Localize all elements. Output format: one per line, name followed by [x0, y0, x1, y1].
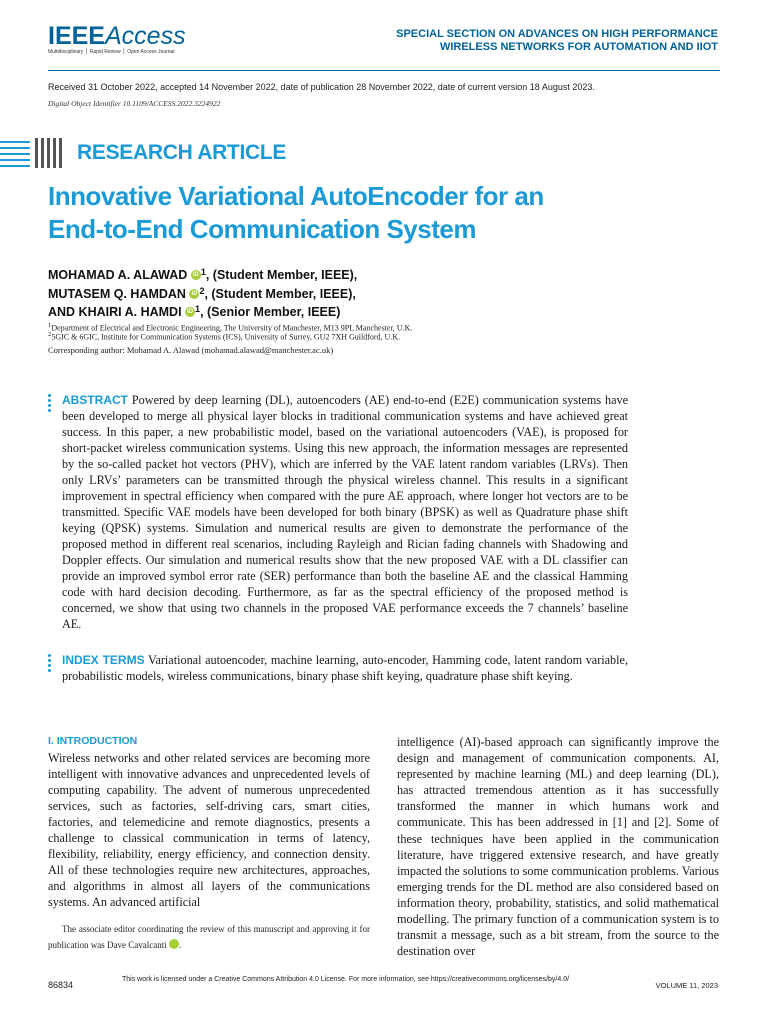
title-line-2: End-to-End Communication System [48, 214, 476, 244]
editor-footnote: The associate editor coordinating the review of this manuscript and approving it for publication was Dave Cavalcanti iD. [48, 924, 370, 950]
special-section-title [358, 28, 718, 54]
index-terms [62, 652, 628, 684]
orcid-icon[interactable]: iD [169, 939, 179, 949]
title-line-1: Innovative Variational AutoEncoder for an [48, 181, 544, 211]
author-affil-number: 1 [200, 267, 206, 277]
logo-ieee-text: IEEE [48, 22, 105, 50]
author-membership: , (Student Member, IEEE), [204, 287, 356, 301]
doi-line[interactable]: Digital Object Identifier 10.1109/ACCESS.2022.3224922 [48, 99, 221, 108]
page-number: 86834 [48, 980, 74, 990]
author-affil-number: 1 [195, 304, 201, 314]
header-rule [48, 70, 720, 71]
abstract-marker-icon [48, 394, 51, 414]
section-heading: I. INTRODUCTION [48, 735, 138, 747]
affiliation-number: 1 [48, 322, 52, 329]
abstract-label: ABSTRACT [62, 393, 128, 407]
author-name: MUTASEM Q. HAMDAN [48, 287, 186, 301]
author-line [48, 286, 356, 301]
author-membership: , (Student Member, IEEE), [205, 268, 358, 282]
ieee-access-logo [48, 22, 186, 51]
index-terms-text: Variational autoencoder, machine learning, auto-encoder, Hamming code, latent random variable, probabilistic models, wireless communications, binary phase shift keying, quadrature phase shift keying. [62, 653, 628, 683]
orcid-icon[interactable]: iD [192, 272, 199, 278]
affiliation [48, 330, 400, 342]
article-type-label: RESEARCH ARTICLE [77, 141, 287, 164]
publication-dates: Received 31 October 2022, accepted 14 November 2022, date of publication 28 November 2022, date of current version 18 August 2023. [48, 82, 595, 92]
research-article-bars-icon [0, 138, 62, 168]
index-terms-marker-icon [48, 654, 51, 674]
author-line [48, 304, 340, 319]
author-name: MOHAMAD A. ALAWAD [48, 268, 188, 282]
volume-label: VOLUME 11, 2023 [655, 981, 718, 990]
logo-tagline: Multidisciplinary ⎪ Rapid Review ⎪ Open Access Journal [48, 49, 175, 55]
intro-column-2: intelligence (AI)-based approach can significantly improve the design and management of communication components. AI, represented by machine learning (ML) and deep learning (DL), has attracted tremendous attention as it has successfully transformed the manner in which humans work and communicate. This has been addressed in [1] and [2]. Some of these techniques have been applied in the communication literature, have triggered extensive research, and have greatly impacted the solutions to some communication problems. Various emerging trends for the DL method are also considered based on information theory, probability, statistics, and solid mathematical modelling. The primary function of a communication system is to transmit a message, such as a bit stream, from the source to the destination over [397, 735, 719, 959]
author-affil-number: 2 [199, 286, 205, 296]
index-terms-label: INDEX TERMS [62, 653, 145, 667]
author-name: AND KHAIRI A. HAMDI [48, 305, 182, 319]
paper-title [48, 180, 648, 246]
license-notice[interactable]: This work is licensed under a Creative Commons Attribution 4.0 License. For more information, see https://creativecommons.org/licenses/by/4.0/ [122, 976, 570, 983]
orcid-icon[interactable]: iD [187, 309, 194, 315]
orcid-icon[interactable]: iD [191, 291, 198, 297]
affiliation-text: 5GIC & 6GIC, Institute for Communication Systems (ICS), University of Surrey, GU2 7XH Guildford, U.K. [51, 332, 401, 342]
author-line [48, 267, 357, 282]
corresponding-author: Corresponding author: Mohamad A. Alawad (mohamad.alawad@manchester.ac.uk) [48, 345, 334, 355]
section-line-1: SPECIAL SECTION ON ADVANCES ON HIGH PERFORMANCE [396, 28, 718, 40]
intro-column-1: Wireless networks and other related services are becoming more intelligent with innovative advances and unprecedented levels of computing capability. The advent of numerous unprecedented services, such as factories, self-driving cars, smart cities, factories, and telemedicine and remote diagnostics, presents a challenge to classical communication in terms of latency, flexibility, reliability, energy efficiency, and connection density. All of these technologies require new architectures, approaches, and algorithms in almost all layers of the communications systems. An advanced artificial [48, 751, 370, 909]
logo-access-text: Access [104, 22, 186, 50]
author-membership: , (Senior Member, IEEE) [200, 305, 341, 319]
affiliation-text: Department of Electrical and Electronic Engineering, The University of Manchester, M13 9PL Manchester, U.K. [51, 323, 413, 333]
affiliation-number: 2 [48, 331, 52, 338]
footnote-text: The associate editor coordinating the review of this manuscript and approving it for publication was Dave Cavalcanti [48, 924, 370, 950]
abstract [62, 392, 628, 632]
section-line-2: WIRELESS NETWORKS FOR AUTOMATION AND IIOT [439, 41, 718, 53]
abstract-text: Powered by deep learning (DL), autoencoders (AE) end-to-end (E2E) communication systems have been developed to merge all physical layer blocks in traditional communication systems and have achieved great success. In this paper, a new probabilistic model, based on the variational autoencoders (VAE), is proposed for short-packet wireless communication systems. Using this new approach, the information messages are represented by the so-called packet hot vectors (PHV), which are inferred by the VAE latent random variables (LRVs). Then only LRVs’ parameters can be transmitted through the physical wireless channel. This results in a significant improvement in spectral efficiency when compared with the pure AE approach, where longer hot vectors are to be transmitted. Specific VAE models have been developed for both binary (BPSK) as well as Quadrature phase shift keying (QPSK) systems. Simulation and numerical results are given to demonstrate the performance of the proposed method in different real scenarios, including Rayleigh and Rician fading channels with Shadowing and Doppler effects. Our simulation and numerical results show that the new proposed VAE with a DL classifier can provide an improved symbol error rate (SER) performance than both the baseline AE and the classical Hamming code with hard decision decoding. Furthermore, as far as the spectral efficiency of the proposed method is concerned, we show that using two channels in the proposed VAE performance exceeds the 7 channels’ baseline AE. [62, 393, 628, 631]
